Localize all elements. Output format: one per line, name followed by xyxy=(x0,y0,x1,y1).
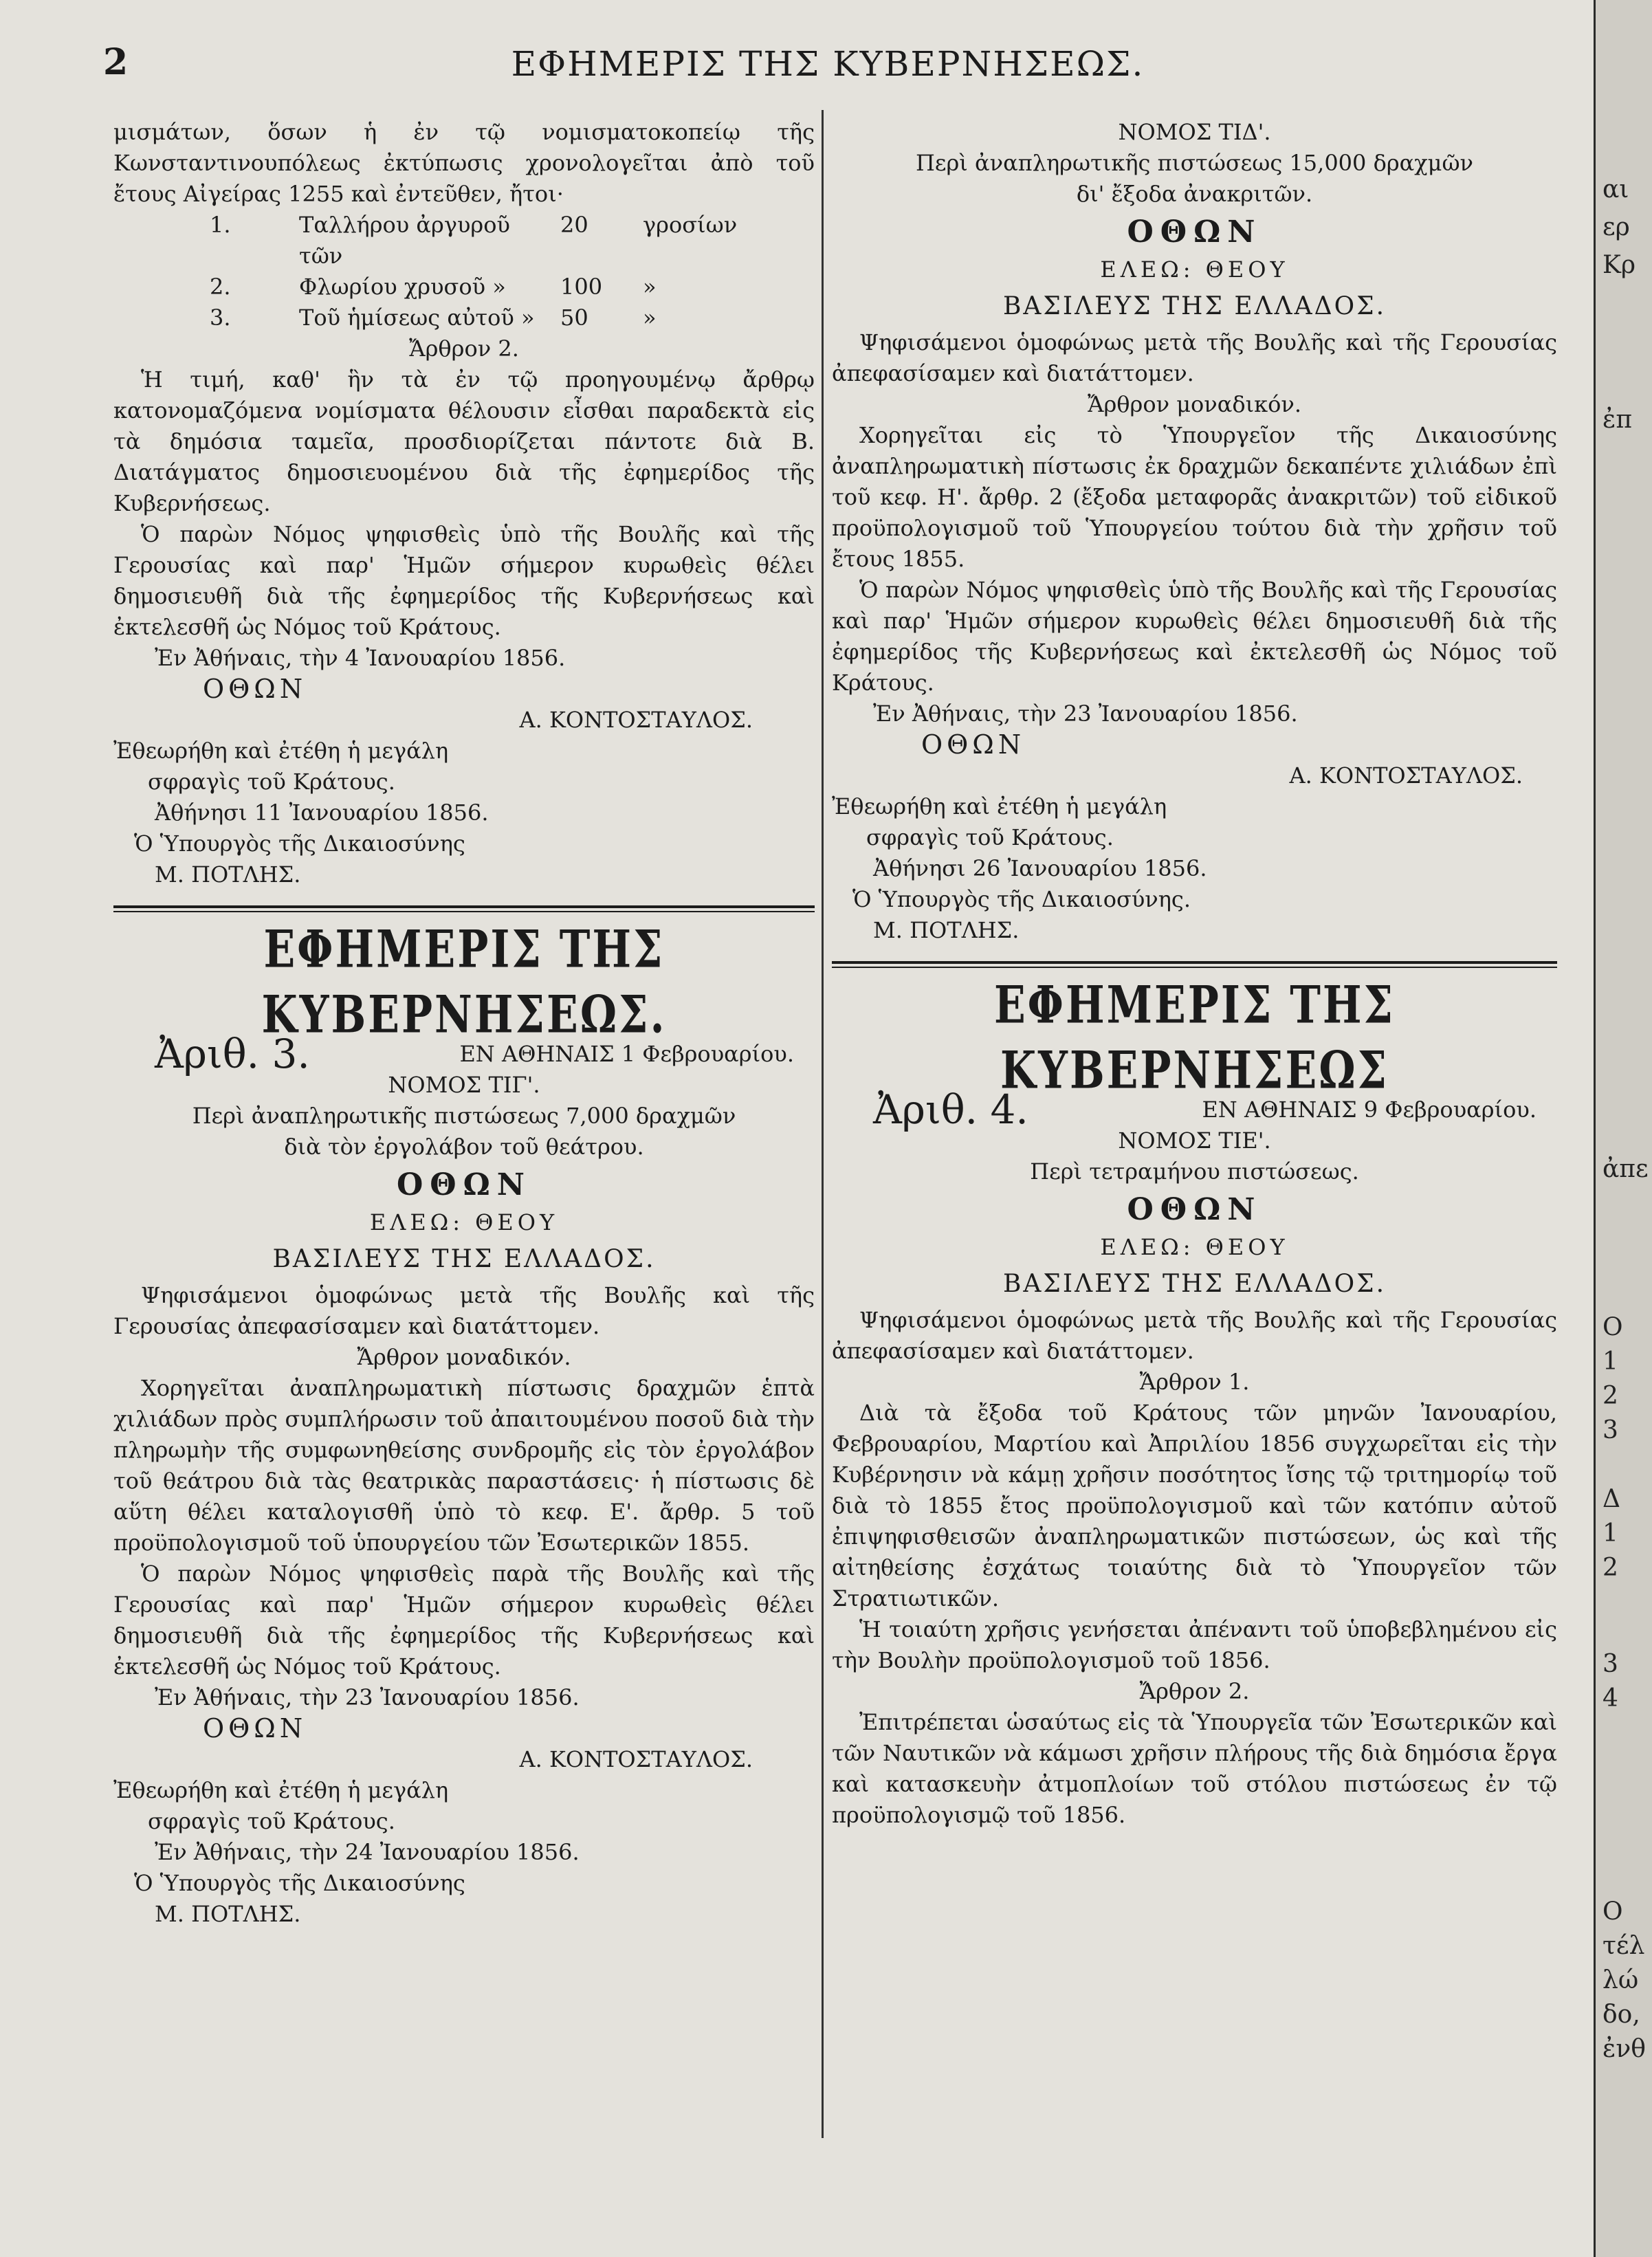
seal-date: Ἀθήνησι 11 Ἰανουαρίου 1856. xyxy=(155,800,489,826)
preamble: Ψηφισάμενοι ὁμοφώνως μετὰ τῆς Βουλῆς καὶ τῆς Γερουσίας ἀπεφασίσαμεν καὶ διατάττομεν. xyxy=(832,1307,1557,1364)
margin-fragment: ερ xyxy=(1603,213,1630,241)
margin-fragment: λώ xyxy=(1603,1966,1639,1994)
coin-value: 20 xyxy=(560,212,588,238)
coin-list xyxy=(113,210,815,333)
masthead: ΕΦΗΜΕΡΙΣ ΤΗΣ ΚΥΒΕΡΝΗΣΕΩΣ xyxy=(993,975,1396,1101)
law-title: ΝΟΜΟΣ ΤΙΓ'. xyxy=(388,1072,540,1098)
article-text: Ἡ τιμή, καθ' ἣν τὰ ἐν τῷ προηγουμένῳ ἄρθρῳ κατονομαζόμενα νομίσματα θέλουσιν εἶσθαι παραδεκτὰ εἰς τὰ δημόσια ταμεῖα, προσδιορίζεται πάντοτε διὰ Β. Διατάγματος δημοσιευομένου διὰ τῆς ἐφημερίδος τῆς Κυβερνήσεως. xyxy=(113,366,815,516)
coin-value: 100 xyxy=(560,274,603,300)
minister-title: Ὁ Ὑπουργὸς τῆς Δικαιοσύνης xyxy=(134,1870,465,1896)
king-name: ΟΘΩΝ xyxy=(1127,214,1262,250)
margin-fragment: 1 xyxy=(1603,1347,1618,1376)
coin-unit: » xyxy=(643,274,657,300)
law-subtitle: Περὶ ἀναπληρωτικῆς πιστώσεως 7,000 δραχμῶν xyxy=(192,1103,736,1129)
running-title: ΕΦΗΜΕΡΙΣ ΤΗΣ ΚΥΒΕΡΝΗΣΕΩΣ. xyxy=(511,44,1145,84)
issue-number: Ἀριθ. 3. xyxy=(155,1031,310,1077)
coin-name: Φλωρίου χρυσοῦ » xyxy=(299,274,506,300)
section-rule xyxy=(113,905,815,912)
margin-fragment: 4 xyxy=(1603,1684,1618,1713)
article-heading: Ἄρθρον 2. xyxy=(1139,1678,1250,1704)
minister-title: Ὁ Ὑπουργὸς τῆς Δικαιοσύνης xyxy=(134,830,465,857)
coin-unit: » xyxy=(643,305,657,331)
right-column xyxy=(832,117,1557,1831)
article-text: Χορηγεῖται εἰς τὸ Ὑπουργεῖον τῆς Δικαιοσύνης ἀναπληρωματικὴ πίστωσις ἐκ δραχμῶν δεκαπέντε χιλιάδων ἐπὶ τοῦ κεφ. Η'. ἄρθρ. 2 (ἔξοδα μεταφορᾶς ἀνακριτῶν) τοῦ εἰδικοῦ προϋπολογισμοῦ τοῦ Ὑπουργείου τούτου διὰ τὴν χρῆσιν τοῦ ἔτους 1855. xyxy=(832,422,1557,572)
coin-row xyxy=(113,210,815,272)
king-signature: ΟΘΩΝ xyxy=(921,729,1026,760)
signing-date: Ἐν Ἀθήναις, τὴν 4 Ἰανουαρίου 1856. xyxy=(155,645,566,671)
preamble: Ψηφισάμενοι ὁμοφώνως μετὰ τῆς Βουλῆς καὶ τῆς Γερουσίας ἀπεφασίσαμεν καὶ διατάττομεν. xyxy=(832,329,1557,386)
law-title: ΝΟΜΟΣ ΤΙΔ'. xyxy=(1118,119,1271,145)
coin-unit: γροσίων xyxy=(643,212,738,238)
margin-fragment: 2 xyxy=(1603,1382,1618,1410)
law-title: ΝΟΜΟΣ ΤΙΕ'. xyxy=(1118,1127,1271,1154)
article-text: Ἡ τοιαύτη χρῆσις γενήσεται ἀπέναντι τοῦ ὑποβεβλημένου εἰς τὴν Βουλὴν προϋπολογισμοῦ τοῦ 1856. xyxy=(832,1616,1557,1673)
seal-line: Ἐθεωρήθη καὶ ἐτέθη ἡ μεγάλη xyxy=(113,738,449,764)
page-number: 2 xyxy=(103,41,129,83)
preamble: Ψηφισάμενοι ὁμοφώνως μετὰ τῆς Βουλῆς καὶ τῆς Γερουσίας ἀπεφασίσαμεν καὶ διατάττομεν. xyxy=(113,1282,815,1339)
countersignature: Α. ΚΟΝΤΟΣΤΑΥΛΟΣ. xyxy=(519,707,753,733)
coin-name: Τοῦ ἡμίσεως αὐτοῦ » xyxy=(299,305,535,331)
countersignature: Α. ΚΟΝΤΟΣΤΑΥΛΟΣ. xyxy=(1289,762,1523,789)
seal-line: σφραγὶς τοῦ Κράτους. xyxy=(148,769,395,795)
law-subtitle: δι' ἔξοδα ἀνακριτῶν. xyxy=(1076,181,1313,207)
grace-of-god: ΕΛΕΩ: ΘΕΟΥ xyxy=(1100,256,1289,283)
margin-fragment: δο, xyxy=(1603,2001,1640,2029)
coin-num: 1. xyxy=(210,212,231,238)
margin-fragment: Ο xyxy=(1603,1313,1623,1341)
coin-num: 2. xyxy=(210,274,231,300)
signing-date: Ἐν Ἀθήναις, τὴν 23 Ἰανουαρίου 1856. xyxy=(873,701,1298,727)
left-column xyxy=(113,117,815,1930)
coin-row xyxy=(113,302,815,333)
law-subtitle: διὰ τὸν ἐργολάβον τοῦ θεάτρου. xyxy=(284,1134,644,1160)
seal-date: Ἐν Ἀθήναις, τὴν 24 Ἰανουαρίου 1856. xyxy=(155,1839,580,1865)
margin-fragment: 3 xyxy=(1603,1650,1618,1678)
law-subtitle: Περὶ τετραμήνου πιστώσεως. xyxy=(1030,1158,1359,1185)
section-rule xyxy=(832,961,1557,968)
margin-fragment: Δ xyxy=(1603,1485,1620,1513)
law-subtitle: Περὶ ἀναπληρωτικῆς πιστώσεως 15,000 δραχμῶν xyxy=(916,150,1473,176)
intro-text: μισμάτων, ὅσων ἡ ἐν τῷ νομισματοκοπείῳ τῆς Κωνσταντινουπόλεως ἐκτύπωσις χρονολογεῖται ἀπὸ τοῦ ἔτους Αἰγείρας 1255 καὶ ἐντεῦθεν, ἤτοι· xyxy=(113,119,815,207)
king-signature: ΟΘΩΝ xyxy=(203,1713,307,1743)
seal-line: Ἐθεωρήθη καὶ ἐτέθη ἡ μεγάλη xyxy=(113,1777,449,1803)
margin-fragment: 1 xyxy=(1603,1519,1618,1548)
king-of-greece: ΒΑΣΙΛΕΥΣ ΤΗΣ ΕΛΛΑΔΟΣ. xyxy=(272,1245,656,1273)
margin-fragment: ἐνθ xyxy=(1603,2035,1646,2063)
king-name: ΟΘΩΝ xyxy=(396,1167,532,1202)
minister-name: Μ. ΠΟΤΛΗΣ. xyxy=(873,917,1020,943)
adjacent-page-edge xyxy=(1594,0,1652,2257)
margin-fragment: Κρ xyxy=(1603,251,1636,279)
king-of-greece: ΒΑΣΙΛΕΥΣ ΤΗΣ ΕΛΛΑΔΟΣ. xyxy=(1002,292,1387,320)
grace-of-god: ΕΛΕΩ: ΘΕΟΥ xyxy=(1100,1234,1289,1260)
minister-title: Ὁ Ὑπουργὸς τῆς Δικαιοσύνης. xyxy=(852,886,1191,912)
margin-fragment: 3 xyxy=(1603,1416,1618,1444)
seal-line: σφραγὶς τοῦ Κράτους. xyxy=(866,824,1114,850)
article-text: Χορηγεῖται ἀναπληρωματικὴ πίστωσις δραχμῶν ἑπτὰ χιλιάδων πρὸς συμπλήρωσιν τοῦ ἀπαιτουμένου ποσοῦ διὰ τὴν πληρωμὴν τῆς συμφωνηθείσης συνδρομῆς εἰς τὸν ἐργολάβον τοῦ θεάτρου διὰ τὰς θεατρικὰς παραστάσεις· ἡ πίστωσις δὲ αὕτη θέλει καταλογισθῆ ὑπὸ τὸ κεφ. Ε'. ἄρθρ. 5 τοῦ προϋπολογισμοῦ τοῦ ὑπουργείου τῶν Ἐσωτερικῶν 1855. xyxy=(113,1375,815,1556)
column-divider xyxy=(822,110,824,2138)
margin-fragment: ἐπ xyxy=(1603,406,1632,434)
article-heading: Ἄρθρον 1. xyxy=(1139,1369,1250,1395)
article-text: Ἐπιτρέπεται ὡσαύτως εἰς τὰ Ὑπουργεῖα τῶν Ἐσωτερικῶν καὶ τῶν Ναυτικῶν νὰ κάμωσι χρῆσιν πλήρους τῆς διὰ δημόσια ἔργα καὶ κατασκευὴν ἀτμοπλοίων τοῦ στόλου πιστώσεως ἐν τῷ προϋπολογισμῷ τοῦ 1856. xyxy=(832,1709,1557,1828)
seal-line: Ἐθεωρήθη καὶ ἐτέθη ἡ μεγάλη xyxy=(832,793,1167,819)
promulgation-text: Ὁ παρὼν Νόμος ψηφισθεὶς ὑπὸ τῆς Βουλῆς καὶ τῆς Γερουσίας καὶ παρ' Ἡμῶν σήμερον κυρωθεὶς θέλει δημοσιευθῆ διὰ τῆς ἐφημερίδος τῆς Κυβερνήσεως καὶ ἐκτελεσθῆ ὡς Νόμος τοῦ Κράτους. xyxy=(832,577,1557,696)
seal-date: Ἀθήνησι 26 Ἰανουαρίου 1856. xyxy=(873,855,1207,881)
grace-of-god: ΕΛΕΩ: ΘΕΟΥ xyxy=(369,1209,559,1235)
seal-line: σφραγὶς τοῦ Κράτους. xyxy=(148,1808,395,1834)
masthead: ΕΦΗΜΕΡΙΣ ΤΗΣ ΚΥΒΕΡΝΗΣΕΩΣ. xyxy=(261,919,667,1046)
page-header xyxy=(103,41,1552,89)
article-heading: Ἄρθρον μοναδικόν. xyxy=(1087,391,1302,417)
article-text: Διὰ τὰ ἔξοδα τοῦ Κράτους τῶν μηνῶν Ἰανουαρίου, Φεβρουαρίου, Μαρτίου καὶ Ἀπριλίου 1856 συγχωρεῖται εἰς τὴν Κυβέρνησιν νὰ κάμῃ χρῆσιν ποσότητος ἴσης τῷ τριτημορίῳ τοῦ διὰ τὸ 1855 ἔτος προϋπολογισμοῦ καὶ τῶν κατόπιν αὐτοῦ ἐπιψηφισθεισῶν ἀναπληρωματικῶν πιστώσεων, ὡς καὶ τῆς αἰτηθείσης ἐσχάτως τοιαύτης διὰ τὸ Ὑπουργεῖον τῶν Στρατιωτικῶν. xyxy=(832,1400,1557,1611)
margin-fragment: τέλ xyxy=(1603,1932,1645,1960)
coin-value: 50 xyxy=(560,305,588,331)
minister-name: Μ. ΠΟΤΛΗΣ. xyxy=(155,1901,301,1927)
king-of-greece: ΒΑΣΙΛΕΥΣ ΤΗΣ ΕΛΛΑΔΟΣ. xyxy=(1002,1270,1387,1298)
issue-date: ΕΝ ΑΘΗΝΑΙΣ 9 Φεβρουαρίου. xyxy=(1202,1097,1537,1123)
coin-num: 3. xyxy=(210,305,231,331)
issue-number: Ἀριθ. 4. xyxy=(873,1086,1028,1133)
margin-fragment: αι xyxy=(1603,175,1629,203)
article-heading: Ἄρθρον 2. xyxy=(409,335,519,362)
king-signature: ΟΘΩΝ xyxy=(203,674,307,704)
article-heading: Ἄρθρον μοναδικόν. xyxy=(357,1344,571,1370)
signing-date: Ἐν Ἀθήναις, τὴν 23 Ἰανουαρίου 1856. xyxy=(155,1684,580,1710)
promulgation-text: Ὁ παρὼν Νόμος ψηφισθεὶς παρὰ τῆς Βουλῆς καὶ τῆς Γερουσίας καὶ παρ' Ἡμῶν σήμερον κυρωθεὶς θέλει δημοσιευθῆ διὰ τῆς ἐφημερίδος τῆς Κυβερνήσεως καὶ ἐκτελεσθῆ ὡς Νόμος τοῦ Κράτους. xyxy=(113,1561,815,1680)
coin-name: Ταλλήρου ἀργυροῦ τῶν xyxy=(299,212,510,269)
promulgation-text: Ὁ παρὼν Νόμος ψηφισθεὶς ὑπὸ τῆς Βουλῆς καὶ τῆς Γερουσίας καὶ παρ' Ἡμῶν σήμερον κυρωθεὶς θέλει δημοσιευθῆ διὰ τῆς ἐφημερίδος τῆς Κυβερνήσεως καὶ ἐκτελεσθῆ ὡς Νόμος τοῦ Κράτους. xyxy=(113,521,815,640)
margin-fragment: 2 xyxy=(1603,1554,1618,1582)
king-name: ΟΘΩΝ xyxy=(1127,1192,1262,1227)
issue-date: ΕΝ ΑΘΗΝΑΙΣ 1 Φεβρουαρίου. xyxy=(459,1041,794,1067)
coin-row xyxy=(113,272,815,302)
minister-name: Μ. ΠΟΤΛΗΣ. xyxy=(155,861,301,888)
margin-fragment: Ο xyxy=(1603,1897,1623,1926)
margin-fragment: ἀπε xyxy=(1603,1155,1649,1183)
countersignature: Α. ΚΟΝΤΟΣΤΑΥΛΟΣ. xyxy=(519,1746,753,1772)
